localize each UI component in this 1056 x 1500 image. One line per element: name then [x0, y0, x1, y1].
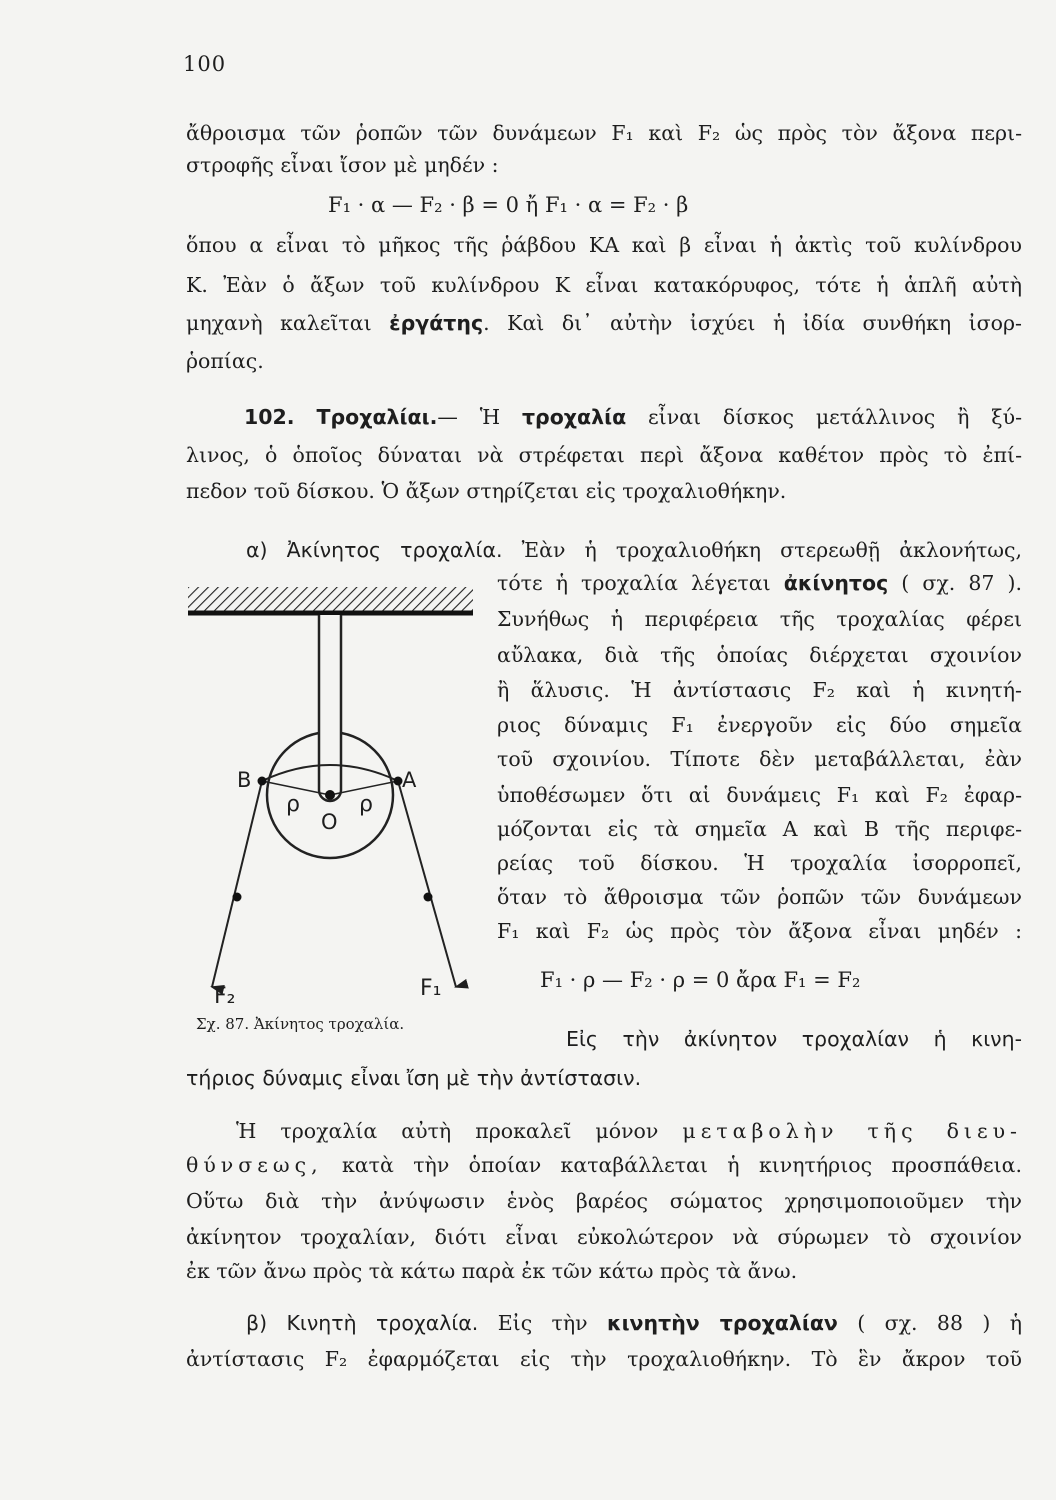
text-line: τοῦ σχοινίου. Τίποτε δὲν μεταβάλλεται, ἐὰν	[497, 747, 1022, 771]
text-line: λινος, ὁ ὁποῖος δύναται νὰ στρέφεται περὶ ἄξονα καθέτον πρὸς τὸ ἐπί-	[186, 443, 1022, 467]
section-title: Τροχαλίαι.	[316, 405, 438, 429]
text-line: ἢ ἅλυσις. Ἡ ἀντίστασις F₂ καὶ ἡ κινητή-	[497, 678, 1022, 702]
text-line: στροφῆς εἶναι ἴσον μὲ μηδέν :	[186, 153, 499, 177]
text-line: ἀκίνητον τροχαλίαν, διότι εἶναι εὐκολώτερον νὰ σύρωμεν τὸ σχοινίον	[186, 1225, 1022, 1249]
text-line: αὔλακα, διὰ τῆς ὁποίας διέρχεται σχοινίον	[497, 643, 1022, 667]
text-line: ὅταν τὸ ἄθροισμα τῶν ῥοπῶν τῶν δυνάμεων	[497, 885, 1022, 909]
label-b: B	[237, 768, 252, 792]
text-run: Ἐὰν ἡ τροχαλιοθήκη στερεωθῇ ἀκλονήτως,	[502, 538, 1022, 562]
label-rho-left: ρ	[286, 792, 300, 817]
point-b	[258, 777, 267, 786]
arrow-f1	[398, 781, 456, 987]
label-a: A	[402, 768, 417, 792]
text-line: Συνήθως ἡ περιφέρεια τῆς τροχαλίας φέρει	[497, 607, 1022, 631]
term-trochalia: τροχαλία	[521, 405, 627, 429]
text-line: ἄθροισμα τῶν ῥοπῶν τῶν δυνάμεων F₁ καὶ F₂ ὡς πρὸς τὸν ἄξονα περι-	[186, 121, 1022, 145]
text-line: Κ. Ἐὰν ὁ ἄξων τοῦ κυλίνδρου Κ εἶναι κατακόρυφος, τότε ἡ ἁπλῆ αὐτὴ	[186, 273, 1022, 297]
text-line: ρείας τοῦ δίσκου. Ἡ τροχαλία ἰσορροπεῖ,	[497, 851, 1022, 875]
text-line	[236, 1116, 1022, 1146]
subsection-b-label: β) Κινητὴ τροχαλία.	[246, 1311, 479, 1335]
text-run: εἶναι δίσκος μετάλλινος ἢ ξύ-	[626, 405, 1022, 429]
text-line: ὑποθέσωμεν ὅτι αἱ δυνάμεις F₁ καὶ F₂ ἐφαρ-	[497, 783, 1022, 807]
text-line: Εἰς τὴν ἀκίνητον τροχαλίαν ἡ κινη-	[566, 1027, 1022, 1051]
text-run: μηχανὴ καλεῖται	[186, 311, 390, 335]
term-akinitos: ἀκίνητος	[783, 571, 889, 595]
text-run: Εἰς τὴν	[478, 1311, 607, 1335]
equation-pulley: F₁ · ρ — F₂ · ρ = 0 ἄρα F₁ = F₂	[540, 968, 861, 992]
text-run: — Ἡ	[437, 405, 522, 429]
subsection-a-label: α) Ἀκίνητος τροχαλία.	[246, 538, 503, 562]
text-line: ἀντίστασις F₂ ἐφαρμόζεται εἰς τὴν τροχαλιοθήκην. Τὸ ἓν ἄκρον τοῦ	[186, 1347, 1022, 1371]
label-f1: F₁	[420, 976, 442, 1001]
spaced-text: θύνσεως,	[186, 1153, 323, 1177]
ceiling-hatching	[188, 587, 473, 612]
text-line: μόζονται εἰς τὰ σημεῖα Α καὶ Β τῆς περιφε-	[497, 817, 1022, 841]
point-f1	[424, 893, 433, 902]
page-number: 100	[183, 52, 227, 76]
text-line	[186, 1063, 641, 1093]
text-run: ἀντίστασιν.	[520, 1066, 642, 1090]
subsection-a-line	[246, 535, 1022, 565]
spaced-text: μεταβολὴν τῆς διευ-	[682, 1119, 1022, 1143]
figure-caption: Σχ. 87. Ἀκίνητος τροχαλία.	[196, 1015, 405, 1033]
text-line	[497, 568, 1022, 598]
point-f2	[233, 893, 242, 902]
term-kiniti-trochalia: κινητὴν τροχαλίαν	[607, 1311, 838, 1335]
text-line: ὅπου α εἶναι τὸ μῆκος τῆς ῥάβδου ΚΑ καὶ β εἶναι ἡ ἀκτὶς τοῦ κυλίνδρου	[186, 233, 1022, 257]
text-run: τότε ἡ τροχαλία λέγεται	[497, 571, 784, 595]
text-run: κατὰ τὴν ὁποίαν καταβάλλεται ἡ κινητήριος προσπάθεια.	[322, 1153, 1022, 1177]
label-rho-right: ρ	[359, 792, 373, 817]
text-line	[186, 308, 1022, 338]
equation-moments: F₁ · α — F₂ · β = 0 ἤ F₁ · α = F₂ · β	[328, 193, 689, 217]
text-line: Οὕτω διὰ τὴν ἀνύψωσιν ἑνὸς βαρέος σώματος χρησιμοποιοῦμεν τὴν	[186, 1189, 1022, 1213]
text-line: F₁ καὶ F₂ ὡς πρὸς τὸν ἄξονα εἶναι μηδέν :	[497, 919, 1022, 943]
subsection-b-line	[246, 1308, 1022, 1338]
axle-point	[325, 790, 335, 800]
pulley-hanger	[319, 615, 341, 801]
section-heading-line	[186, 402, 1022, 432]
text-line	[186, 1150, 1022, 1180]
text-line: ἐκ τῶν ἄνω πρὸς τὰ κάτω παρὰ ἐκ τῶν κάτω πρὸς τὰ ἄνω.	[186, 1259, 798, 1283]
text-run: Ἡ τροχαλία αὐτὴ προκαλεῖ μόνον	[236, 1119, 683, 1143]
term-ergatis: ἐργάτης	[389, 311, 484, 335]
text-run: ( σχ. 87 ).	[888, 571, 1022, 595]
text-line: ριος δύναμις F₁ ἐνεργοῦν εἰς δύο σημεῖα	[497, 713, 1022, 737]
label-f2: F₂	[214, 984, 236, 1009]
section-number: 102.	[244, 405, 295, 429]
label-o: O	[321, 810, 338, 834]
text-line: ῥοπίας.	[186, 349, 264, 373]
text-run: τήριος δύναμις εἶναι ἴση μὲ τὴν	[186, 1066, 521, 1090]
fixed-pulley-figure	[180, 585, 480, 1015]
text-line: πεδον τοῦ δίσκου. Ὁ ἄξων στηρίζεται εἰς τροχαλιοθήκην.	[186, 479, 787, 503]
text-run: ( σχ. 88 ) ἡ	[837, 1311, 1023, 1335]
arrow-f2	[212, 781, 262, 987]
text-run: . Καὶ δι᾽ αὐτὴν ἰσχύει ἡ ἰδία συνθήκη ἰσορ-	[483, 311, 1022, 335]
